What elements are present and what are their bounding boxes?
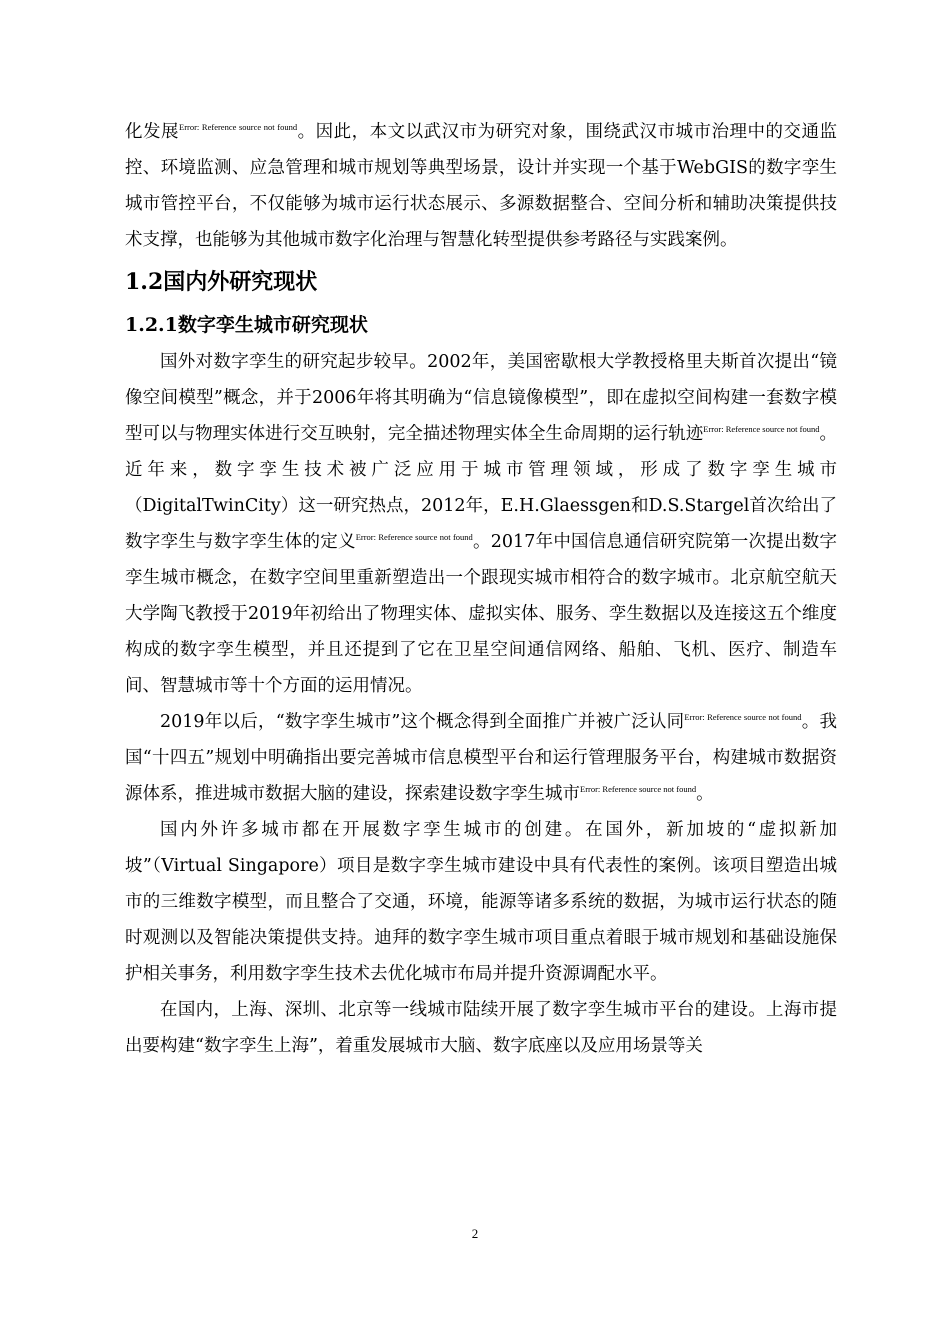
page-number: 2 [471,1226,479,1241]
paragraph-international-cases: 国内外许多城市都在开展数字孪生城市的创建。在国外，新加坡的“虚拟新加坡”（Virtual Singapore）项目是数字孪生城市建设中具有代表性的案例。该项目塑造出城市的三维数字模型，而且整合了交通，环境，能源等诸多系统的数据，为城市运行状态的随时观测以及智能决策提供支持。迪拜的数字孪生城市项目重点着眼于城市规划和基础设施保护相关事务，利用数字孪生技术去优化城市布局并提升资源调配水平。 [125,820,837,984]
reference-error-citation: Error: Reference source not found [580,784,697,794]
paragraph-text: 国外对数字孪生的研究起步较早。2002年，美国密歇根大学教授格里夫斯首次提出“镜像空间模型”概念，并于2006年将其明确为“信息镜像模型”，即在虚拟空间构建一套数字模型可以与物理实体进行交互映射，完全描述物理实体全生命周期的运行轨迹 [125,352,837,444]
paragraph-intro-continued [125,114,837,258]
reference-error-citation: Error: Reference source not found [703,424,820,434]
paragraph-foreign-research [125,344,837,704]
reference-error-citation: Error: Reference source not found [179,122,298,132]
paragraph-after-2019 [125,704,837,812]
paragraph-text: 化发展 [125,122,179,142]
paragraph-text: 。因此，本文以武汉市为研究对象，围绕武汉市城市治理中的交通监控、环境监测、应急管理和城市规划等典型场景，设计并实现一个基于WebGIS的数字孪生城市管控平台，不仅能够为城市运行状态展示、多源数据整合、空间分析和辅助决策提供技术支撑，也能够为其他城市数字化治理与智慧化转型提供参考路径与实践案例。 [125,122,838,250]
paragraph-text: 。近年来，数字孪生技术被广泛应用于城市管理领域，形成了数字孪生城市（DigitalTwinCity）这一研究热点，2012年，E.H.Glaessgen和D.S.Stargel首次给出了数字孪生与数字孪生体的定义 [125,424,838,552]
paragraph-text: 。 [696,784,714,804]
section-heading: 1.2国内外研究现状 [125,269,318,295]
subsection-heading: 1.2.1数字孪生城市研究现状 [125,314,368,336]
paragraph-domestic-cases: 在国内，上海、深圳、北京等一线城市陆续开展了数字孪生城市平台的建设。上海市提出要构建“数字孪生上海”，着重发展城市大脑、数字底座以及应用场景等关 [125,1000,837,1056]
paragraph-text: 2019年以后，“数字孪生城市”这个概念得到全面推广并被广泛认同 [160,712,685,732]
document-body [125,114,837,1064]
paragraph-text: 。2017年中国信息通信研究院第一次提出数字孪生城市概念，在数字空间里重新塑造出一个跟现实城市相符合的数字城市。北京航空航天大学陶飞教授于2019年初给出了物理实体、虚拟实体、服务、孪生数据以及连接这五个维度构成的数字孪生模型，并且还提到了它在卫星空间通信网络、船舶、飞机、医疗、制造车间、智慧城市等十个方面的运用情况。 [125,532,837,696]
reference-error-citation: Error: Reference source not found [355,532,473,542]
paragraph-text: 。我国“十四五”规划中明确指出要完善城市信息模型平台和运行管理服务平台，构建城市数据资源体系，推进城市数据大脑的建设，探索建设数字孪生城市 [125,712,837,804]
reference-error-citation: Error: Reference source not found [684,712,802,722]
